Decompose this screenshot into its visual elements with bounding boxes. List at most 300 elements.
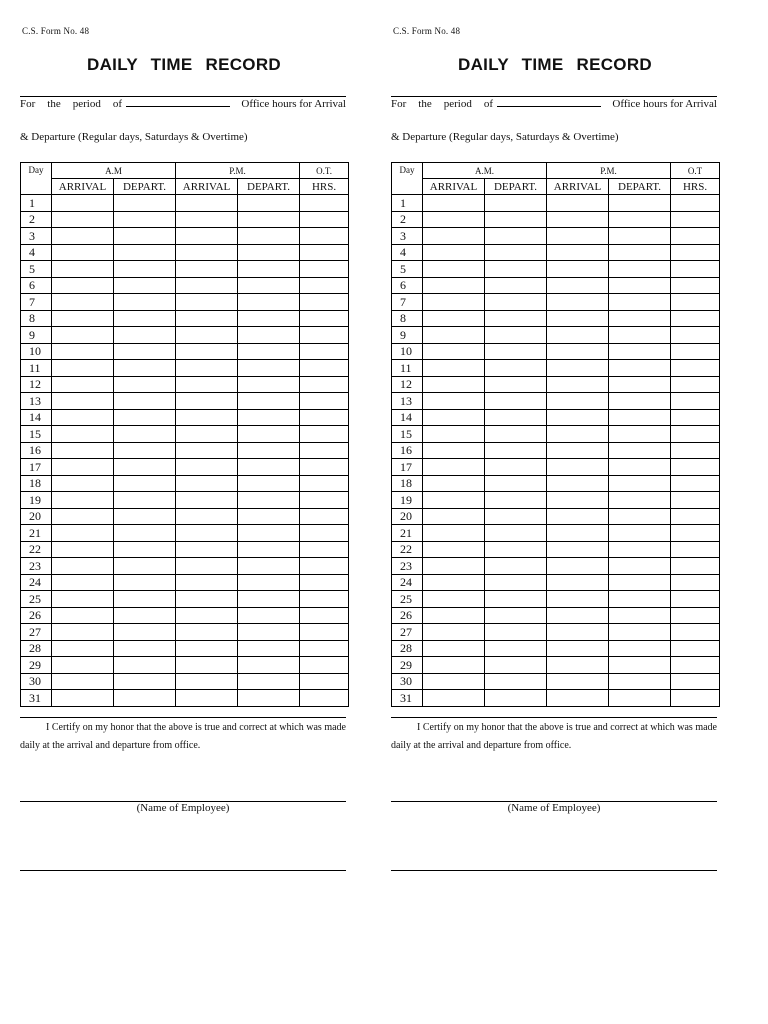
am-depart-cell[interactable]	[485, 261, 547, 278]
ot-hours-cell[interactable]	[671, 475, 720, 492]
ot-hours-cell[interactable]	[300, 277, 349, 294]
am-arrival-cell[interactable]	[423, 261, 485, 278]
am-arrival-cell[interactable]	[52, 492, 114, 509]
pm-arrival-cell[interactable]	[176, 244, 238, 261]
ot-hours-cell[interactable]	[671, 657, 720, 674]
ot-hours-cell[interactable]	[300, 673, 349, 690]
pm-depart-cell[interactable]	[609, 228, 671, 245]
am-depart-cell[interactable]	[114, 228, 176, 245]
pm-depart-cell[interactable]	[238, 261, 300, 278]
am-depart-cell[interactable]	[114, 244, 176, 261]
am-depart-cell[interactable]	[485, 640, 547, 657]
am-arrival-cell[interactable]	[423, 673, 485, 690]
am-depart-cell[interactable]	[114, 475, 176, 492]
pm-depart-cell[interactable]	[609, 261, 671, 278]
pm-depart-cell[interactable]	[238, 459, 300, 476]
pm-arrival-cell[interactable]	[176, 261, 238, 278]
am-depart-cell[interactable]	[485, 574, 547, 591]
am-depart-cell[interactable]	[485, 409, 547, 426]
pm-depart-cell[interactable]	[238, 310, 300, 327]
pm-depart-cell[interactable]	[238, 343, 300, 360]
pm-arrival-cell[interactable]	[176, 640, 238, 657]
am-depart-cell[interactable]	[485, 690, 547, 707]
am-depart-cell[interactable]	[114, 426, 176, 443]
pm-arrival-cell[interactable]	[176, 195, 238, 212]
pm-arrival-cell[interactable]	[547, 195, 609, 212]
pm-arrival-cell[interactable]	[176, 673, 238, 690]
pm-depart-cell[interactable]	[609, 343, 671, 360]
am-arrival-cell[interactable]	[52, 244, 114, 261]
ot-hours-cell[interactable]	[671, 525, 720, 542]
am-arrival-cell[interactable]	[423, 459, 485, 476]
ot-hours-cell[interactable]	[671, 541, 720, 558]
pm-arrival-cell[interactable]	[547, 475, 609, 492]
pm-arrival-cell[interactable]	[547, 211, 609, 228]
am-arrival-cell[interactable]	[423, 393, 485, 410]
pm-arrival-cell[interactable]	[547, 459, 609, 476]
ot-hours-cell[interactable]	[671, 690, 720, 707]
pm-arrival-cell[interactable]	[176, 591, 238, 608]
ot-hours-cell[interactable]	[300, 574, 349, 591]
ot-hours-cell[interactable]	[300, 475, 349, 492]
am-arrival-cell[interactable]	[423, 277, 485, 294]
pm-depart-cell[interactable]	[238, 574, 300, 591]
pm-depart-cell[interactable]	[609, 294, 671, 311]
am-depart-cell[interactable]	[485, 277, 547, 294]
am-depart-cell[interactable]	[114, 360, 176, 377]
pm-arrival-cell[interactable]	[176, 426, 238, 443]
ot-hours-cell[interactable]	[300, 508, 349, 525]
am-depart-cell[interactable]	[114, 541, 176, 558]
am-arrival-cell[interactable]	[423, 574, 485, 591]
pm-arrival-cell[interactable]	[176, 277, 238, 294]
ot-hours-cell[interactable]	[300, 657, 349, 674]
am-arrival-cell[interactable]	[423, 327, 485, 344]
am-arrival-cell[interactable]	[52, 640, 114, 657]
pm-arrival-cell[interactable]	[547, 591, 609, 608]
ot-hours-cell[interactable]	[671, 277, 720, 294]
am-depart-cell[interactable]	[485, 624, 547, 641]
am-depart-cell[interactable]	[485, 475, 547, 492]
supervisor-signature-line[interactable]	[391, 870, 717, 871]
pm-depart-cell[interactable]	[238, 607, 300, 624]
am-arrival-cell[interactable]	[423, 624, 485, 641]
pm-arrival-cell[interactable]	[547, 228, 609, 245]
am-depart-cell[interactable]	[114, 277, 176, 294]
am-depart-cell[interactable]	[485, 376, 547, 393]
pm-depart-cell[interactable]	[238, 294, 300, 311]
ot-hours-cell[interactable]	[300, 195, 349, 212]
am-arrival-cell[interactable]	[52, 558, 114, 575]
ot-hours-cell[interactable]	[671, 591, 720, 608]
pm-depart-cell[interactable]	[238, 360, 300, 377]
pm-arrival-cell[interactable]	[176, 492, 238, 509]
am-arrival-cell[interactable]	[423, 426, 485, 443]
am-arrival-cell[interactable]	[423, 525, 485, 542]
am-depart-cell[interactable]	[485, 228, 547, 245]
pm-arrival-cell[interactable]	[176, 541, 238, 558]
am-depart-cell[interactable]	[114, 409, 176, 426]
am-depart-cell[interactable]	[485, 310, 547, 327]
pm-arrival-cell[interactable]	[547, 640, 609, 657]
am-arrival-cell[interactable]	[52, 525, 114, 542]
pm-depart-cell[interactable]	[238, 558, 300, 575]
am-arrival-cell[interactable]	[52, 393, 114, 410]
ot-hours-cell[interactable]	[671, 294, 720, 311]
pm-arrival-cell[interactable]	[176, 459, 238, 476]
am-depart-cell[interactable]	[114, 492, 176, 509]
am-arrival-cell[interactable]	[52, 459, 114, 476]
pm-arrival-cell[interactable]	[547, 409, 609, 426]
am-arrival-cell[interactable]	[423, 475, 485, 492]
ot-hours-cell[interactable]	[300, 376, 349, 393]
ot-hours-cell[interactable]	[300, 409, 349, 426]
am-arrival-cell[interactable]	[52, 327, 114, 344]
am-arrival-cell[interactable]	[52, 409, 114, 426]
ot-hours-cell[interactable]	[671, 228, 720, 245]
pm-depart-cell[interactable]	[238, 492, 300, 509]
am-arrival-cell[interactable]	[423, 360, 485, 377]
am-depart-cell[interactable]	[485, 442, 547, 459]
ot-hours-cell[interactable]	[671, 261, 720, 278]
ot-hours-cell[interactable]	[300, 624, 349, 641]
pm-arrival-cell[interactable]	[176, 393, 238, 410]
pm-depart-cell[interactable]	[609, 640, 671, 657]
ot-hours-cell[interactable]	[671, 574, 720, 591]
am-depart-cell[interactable]	[485, 294, 547, 311]
ot-hours-cell[interactable]	[300, 640, 349, 657]
am-depart-cell[interactable]	[114, 327, 176, 344]
pm-arrival-cell[interactable]	[176, 310, 238, 327]
pm-depart-cell[interactable]	[609, 426, 671, 443]
am-arrival-cell[interactable]	[423, 541, 485, 558]
pm-arrival-cell[interactable]	[176, 574, 238, 591]
am-depart-cell[interactable]	[114, 261, 176, 278]
am-depart-cell[interactable]	[114, 525, 176, 542]
ot-hours-cell[interactable]	[671, 442, 720, 459]
ot-hours-cell[interactable]	[300, 442, 349, 459]
pm-arrival-cell[interactable]	[176, 376, 238, 393]
am-depart-cell[interactable]	[485, 211, 547, 228]
ot-hours-cell[interactable]	[300, 211, 349, 228]
pm-arrival-cell[interactable]	[176, 475, 238, 492]
ot-hours-cell[interactable]	[671, 310, 720, 327]
ot-hours-cell[interactable]	[671, 360, 720, 377]
am-arrival-cell[interactable]	[52, 442, 114, 459]
ot-hours-cell[interactable]	[671, 426, 720, 443]
pm-arrival-cell[interactable]	[176, 690, 238, 707]
pm-arrival-cell[interactable]	[547, 574, 609, 591]
am-depart-cell[interactable]	[485, 508, 547, 525]
pm-depart-cell[interactable]	[609, 195, 671, 212]
ot-hours-cell[interactable]	[300, 294, 349, 311]
ot-hours-cell[interactable]	[671, 211, 720, 228]
pm-arrival-cell[interactable]	[176, 558, 238, 575]
pm-depart-cell[interactable]	[238, 475, 300, 492]
pm-depart-cell[interactable]	[609, 508, 671, 525]
am-arrival-cell[interactable]	[52, 195, 114, 212]
pm-depart-cell[interactable]	[238, 624, 300, 641]
pm-arrival-cell[interactable]	[547, 442, 609, 459]
ot-hours-cell[interactable]	[300, 607, 349, 624]
ot-hours-cell[interactable]	[671, 640, 720, 657]
ot-hours-cell[interactable]	[671, 393, 720, 410]
am-arrival-cell[interactable]	[52, 426, 114, 443]
pm-arrival-cell[interactable]	[547, 343, 609, 360]
ot-hours-cell[interactable]	[300, 310, 349, 327]
period-blank-field[interactable]	[126, 97, 230, 107]
pm-arrival-cell[interactable]	[547, 261, 609, 278]
pm-arrival-cell[interactable]	[176, 294, 238, 311]
am-arrival-cell[interactable]	[423, 244, 485, 261]
pm-depart-cell[interactable]	[238, 327, 300, 344]
am-depart-cell[interactable]	[485, 327, 547, 344]
pm-depart-cell[interactable]	[238, 426, 300, 443]
pm-depart-cell[interactable]	[609, 492, 671, 509]
pm-depart-cell[interactable]	[609, 690, 671, 707]
am-depart-cell[interactable]	[114, 393, 176, 410]
ot-hours-cell[interactable]	[300, 228, 349, 245]
ot-hours-cell[interactable]	[300, 690, 349, 707]
ot-hours-cell[interactable]	[671, 673, 720, 690]
am-arrival-cell[interactable]	[423, 690, 485, 707]
am-arrival-cell[interactable]	[52, 508, 114, 525]
am-arrival-cell[interactable]	[423, 591, 485, 608]
ot-hours-cell[interactable]	[300, 327, 349, 344]
pm-depart-cell[interactable]	[238, 195, 300, 212]
am-depart-cell[interactable]	[114, 624, 176, 641]
ot-hours-cell[interactable]	[300, 426, 349, 443]
am-arrival-cell[interactable]	[52, 261, 114, 278]
am-arrival-cell[interactable]	[423, 442, 485, 459]
am-arrival-cell[interactable]	[52, 591, 114, 608]
am-arrival-cell[interactable]	[423, 657, 485, 674]
am-depart-cell[interactable]	[114, 574, 176, 591]
am-depart-cell[interactable]	[485, 607, 547, 624]
am-depart-cell[interactable]	[114, 508, 176, 525]
am-arrival-cell[interactable]	[423, 310, 485, 327]
ot-hours-cell[interactable]	[671, 624, 720, 641]
pm-arrival-cell[interactable]	[176, 508, 238, 525]
pm-arrival-cell[interactable]	[176, 607, 238, 624]
am-arrival-cell[interactable]	[52, 657, 114, 674]
am-arrival-cell[interactable]	[52, 376, 114, 393]
ot-hours-cell[interactable]	[671, 508, 720, 525]
ot-hours-cell[interactable]	[671, 327, 720, 344]
pm-depart-cell[interactable]	[609, 591, 671, 608]
pm-depart-cell[interactable]	[238, 211, 300, 228]
am-depart-cell[interactable]	[114, 558, 176, 575]
am-arrival-cell[interactable]	[423, 508, 485, 525]
pm-depart-cell[interactable]	[238, 657, 300, 674]
pm-arrival-cell[interactable]	[176, 409, 238, 426]
pm-arrival-cell[interactable]	[176, 327, 238, 344]
pm-depart-cell[interactable]	[609, 541, 671, 558]
ot-hours-cell[interactable]	[671, 492, 720, 509]
am-arrival-cell[interactable]	[52, 690, 114, 707]
pm-depart-cell[interactable]	[238, 442, 300, 459]
pm-depart-cell[interactable]	[238, 525, 300, 542]
ot-hours-cell[interactable]	[300, 360, 349, 377]
am-depart-cell[interactable]	[114, 607, 176, 624]
am-depart-cell[interactable]	[114, 459, 176, 476]
ot-hours-cell[interactable]	[671, 195, 720, 212]
pm-arrival-cell[interactable]	[547, 558, 609, 575]
am-depart-cell[interactable]	[485, 525, 547, 542]
pm-arrival-cell[interactable]	[547, 525, 609, 542]
am-arrival-cell[interactable]	[423, 343, 485, 360]
pm-depart-cell[interactable]	[238, 393, 300, 410]
am-depart-cell[interactable]	[114, 310, 176, 327]
am-arrival-cell[interactable]	[423, 558, 485, 575]
am-depart-cell[interactable]	[485, 360, 547, 377]
pm-depart-cell[interactable]	[238, 228, 300, 245]
pm-depart-cell[interactable]	[238, 508, 300, 525]
am-depart-cell[interactable]	[485, 657, 547, 674]
am-depart-cell[interactable]	[114, 673, 176, 690]
am-depart-cell[interactable]	[114, 591, 176, 608]
ot-hours-cell[interactable]	[300, 393, 349, 410]
period-blank-field[interactable]	[497, 97, 601, 107]
am-arrival-cell[interactable]	[423, 294, 485, 311]
pm-arrival-cell[interactable]	[547, 294, 609, 311]
pm-arrival-cell[interactable]	[547, 277, 609, 294]
am-arrival-cell[interactable]	[52, 541, 114, 558]
am-arrival-cell[interactable]	[52, 310, 114, 327]
ot-hours-cell[interactable]	[300, 343, 349, 360]
ot-hours-cell[interactable]	[671, 558, 720, 575]
pm-depart-cell[interactable]	[609, 673, 671, 690]
am-arrival-cell[interactable]	[52, 228, 114, 245]
pm-depart-cell[interactable]	[609, 657, 671, 674]
ot-hours-cell[interactable]	[300, 525, 349, 542]
pm-depart-cell[interactable]	[609, 442, 671, 459]
am-depart-cell[interactable]	[485, 459, 547, 476]
ot-hours-cell[interactable]	[300, 261, 349, 278]
pm-arrival-cell[interactable]	[547, 492, 609, 509]
ot-hours-cell[interactable]	[300, 558, 349, 575]
am-arrival-cell[interactable]	[52, 360, 114, 377]
pm-depart-cell[interactable]	[609, 525, 671, 542]
pm-depart-cell[interactable]	[609, 277, 671, 294]
ot-hours-cell[interactable]	[300, 244, 349, 261]
pm-depart-cell[interactable]	[609, 475, 671, 492]
am-arrival-cell[interactable]	[423, 409, 485, 426]
am-arrival-cell[interactable]	[52, 607, 114, 624]
am-depart-cell[interactable]	[114, 640, 176, 657]
ot-hours-cell[interactable]	[671, 409, 720, 426]
pm-depart-cell[interactable]	[238, 376, 300, 393]
ot-hours-cell[interactable]	[671, 376, 720, 393]
am-arrival-cell[interactable]	[52, 475, 114, 492]
pm-arrival-cell[interactable]	[547, 310, 609, 327]
ot-hours-cell[interactable]	[671, 459, 720, 476]
am-arrival-cell[interactable]	[423, 607, 485, 624]
am-depart-cell[interactable]	[114, 657, 176, 674]
am-depart-cell[interactable]	[485, 541, 547, 558]
pm-depart-cell[interactable]	[609, 310, 671, 327]
am-depart-cell[interactable]	[114, 376, 176, 393]
pm-arrival-cell[interactable]	[547, 673, 609, 690]
pm-depart-cell[interactable]	[238, 673, 300, 690]
ot-hours-cell[interactable]	[671, 607, 720, 624]
pm-depart-cell[interactable]	[609, 376, 671, 393]
am-arrival-cell[interactable]	[423, 376, 485, 393]
am-arrival-cell[interactable]	[52, 343, 114, 360]
pm-arrival-cell[interactable]	[176, 657, 238, 674]
pm-arrival-cell[interactable]	[176, 211, 238, 228]
ot-hours-cell[interactable]	[300, 591, 349, 608]
am-depart-cell[interactable]	[485, 591, 547, 608]
pm-depart-cell[interactable]	[609, 211, 671, 228]
ot-hours-cell[interactable]	[300, 492, 349, 509]
pm-arrival-cell[interactable]	[547, 624, 609, 641]
pm-depart-cell[interactable]	[238, 690, 300, 707]
pm-depart-cell[interactable]	[609, 624, 671, 641]
pm-arrival-cell[interactable]	[547, 327, 609, 344]
am-depart-cell[interactable]	[485, 195, 547, 212]
pm-depart-cell[interactable]	[609, 327, 671, 344]
pm-depart-cell[interactable]	[238, 640, 300, 657]
am-depart-cell[interactable]	[114, 343, 176, 360]
pm-arrival-cell[interactable]	[547, 657, 609, 674]
am-arrival-cell[interactable]	[52, 574, 114, 591]
am-arrival-cell[interactable]	[423, 211, 485, 228]
am-arrival-cell[interactable]	[52, 211, 114, 228]
pm-arrival-cell[interactable]	[547, 360, 609, 377]
pm-depart-cell[interactable]	[238, 277, 300, 294]
am-depart-cell[interactable]	[114, 211, 176, 228]
pm-arrival-cell[interactable]	[176, 624, 238, 641]
pm-depart-cell[interactable]	[238, 244, 300, 261]
am-arrival-cell[interactable]	[52, 277, 114, 294]
pm-arrival-cell[interactable]	[176, 343, 238, 360]
pm-arrival-cell[interactable]	[547, 541, 609, 558]
am-depart-cell[interactable]	[485, 343, 547, 360]
pm-arrival-cell[interactable]	[547, 690, 609, 707]
am-arrival-cell[interactable]	[423, 195, 485, 212]
pm-arrival-cell[interactable]	[176, 360, 238, 377]
pm-depart-cell[interactable]	[238, 541, 300, 558]
pm-depart-cell[interactable]	[609, 574, 671, 591]
pm-depart-cell[interactable]	[609, 393, 671, 410]
am-depart-cell[interactable]	[485, 393, 547, 410]
pm-arrival-cell[interactable]	[176, 442, 238, 459]
am-arrival-cell[interactable]	[52, 294, 114, 311]
am-depart-cell[interactable]	[485, 244, 547, 261]
pm-arrival-cell[interactable]	[547, 426, 609, 443]
am-depart-cell[interactable]	[485, 426, 547, 443]
pm-arrival-cell[interactable]	[176, 228, 238, 245]
pm-depart-cell[interactable]	[238, 591, 300, 608]
pm-depart-cell[interactable]	[609, 244, 671, 261]
ot-hours-cell[interactable]	[300, 459, 349, 476]
pm-arrival-cell[interactable]	[176, 525, 238, 542]
pm-depart-cell[interactable]	[609, 409, 671, 426]
pm-arrival-cell[interactable]	[547, 244, 609, 261]
pm-depart-cell[interactable]	[609, 360, 671, 377]
pm-depart-cell[interactable]	[609, 607, 671, 624]
pm-depart-cell[interactable]	[609, 459, 671, 476]
pm-depart-cell[interactable]	[238, 409, 300, 426]
am-depart-cell[interactable]	[114, 690, 176, 707]
am-arrival-cell[interactable]	[52, 624, 114, 641]
pm-arrival-cell[interactable]	[547, 393, 609, 410]
am-depart-cell[interactable]	[485, 492, 547, 509]
am-arrival-cell[interactable]	[52, 673, 114, 690]
am-arrival-cell[interactable]	[423, 228, 485, 245]
ot-hours-cell[interactable]	[671, 343, 720, 360]
